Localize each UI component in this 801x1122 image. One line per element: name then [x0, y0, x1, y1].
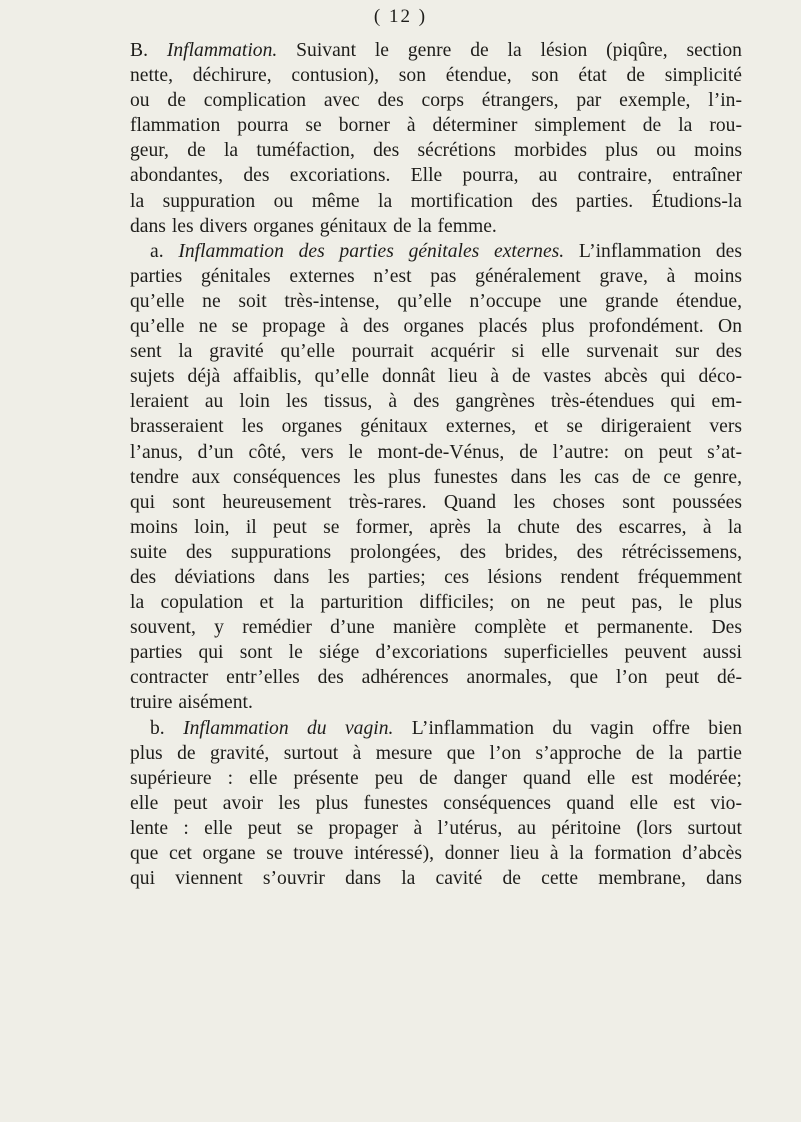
- text-line: qui sont heureusement très-rares. Quand les choses sont poussées: [130, 491, 742, 513]
- body-text: [130, 38, 742, 891]
- text-line: plus de gravité, surtout à mesure que l’on s’approche de la partie: [130, 742, 742, 764]
- text-line: a. Inflammation des parties génitales externes. L’inflammation des: [150, 240, 742, 262]
- text-line: elle peut avoir les plus funestes conséquences quand elle est vio-: [130, 792, 742, 814]
- text-line: l’anus, d’un côté, vers le mont-de-Vénus, de l’autre: on peut s’at-: [130, 441, 742, 463]
- text-line: qu’elle ne soit très-intense, qu’elle n’occupe une grande étendue,: [130, 290, 742, 312]
- text-line: parties génitales externes n’est pas généralement grave, à moins: [130, 265, 742, 287]
- italic-heading: Inflammation du vagin.: [183, 717, 394, 739]
- text-line: la copulation et la parturition difficiles; on ne peut pas, le plus: [130, 592, 742, 614]
- text-line: la suppuration ou même la mortification des parties. Étudions-la: [130, 190, 742, 212]
- text-line: B. Inflammation. Suivant le genre de la lésion (piqûre, section: [130, 40, 742, 61]
- text-line: nette, déchirure, contusion), son étendue, son état de simplicité: [130, 65, 742, 87]
- text-line: sent la gravité qu’elle pourrait acquérir si elle survenait sur des: [130, 341, 742, 363]
- text-line: qu’elle ne se propage à des organes placés plus profondément. On: [130, 316, 742, 338]
- text-line: parties qui sont le siége d’excoriations superficielles peuvent aussi: [130, 642, 742, 664]
- text-line: moins loin, il peut se former, après la chute des escarres, à la: [130, 516, 742, 538]
- text-line: abondantes, des excoriations. Elle pourra, au contraire, entraîner: [130, 165, 742, 187]
- text-line: des déviations dans les parties; ces lésions rendent fréquemment: [130, 566, 742, 588]
- italic-heading: Inflammation.: [166, 40, 278, 61]
- page-number: ( 12 ): [373, 6, 428, 27]
- text-line: qui viennent s’ouvrir dans la cavité de cette membrane, dans: [130, 868, 742, 890]
- text-line: sujets déjà affaiblis, qu’elle donnât lieu à de vastes abcès qui déco-: [130, 366, 742, 388]
- italic-heading: Inflammation des parties génitales externes.: [178, 240, 565, 262]
- text-line: b. Inflammation du vagin. L’inflammation du vagin offre bien: [150, 717, 743, 739]
- text-line: ou de complication avec des corps étrangers, par exemple, l’in-: [130, 90, 742, 112]
- text-line: que cet organe se trouve intéressé), donner lieu à la formation d’abcès: [130, 843, 742, 864]
- text-line: flammation pourra se borner à déterminer simplement de la rou-: [130, 115, 742, 137]
- text-line: supérieure : elle présente peu de danger quand elle est modérée;: [130, 767, 742, 789]
- text-line: suite des suppurations prolongées, des brides, des rétrécissemens,: [130, 541, 742, 563]
- text-line: tendre aux conséquences les plus funestes dans les cas de ce genre,: [130, 466, 742, 488]
- text-line: souvent, y remédier d’une manière complète et permanente. Des: [130, 617, 742, 639]
- text-line: brasseraient les organes génitaux externes, et se dirigeraient vers: [130, 416, 742, 438]
- text-line: leraient au loin les tissus, à des gangrènes très-étendues qui em-: [130, 391, 742, 413]
- text-line: truire aisément.: [130, 692, 253, 714]
- text-line: dans les divers organes génitaux de la femme.: [130, 215, 497, 237]
- text-line: lente : elle peut se propager à l’utérus, au péritoine (lors surtout: [130, 817, 742, 839]
- text-line: geur, de la tuméfaction, des sécrétions morbides plus ou moins: [130, 140, 742, 162]
- text-line: contracter entr’elles des adhérences anormales, que l’on peut dé-: [130, 667, 742, 689]
